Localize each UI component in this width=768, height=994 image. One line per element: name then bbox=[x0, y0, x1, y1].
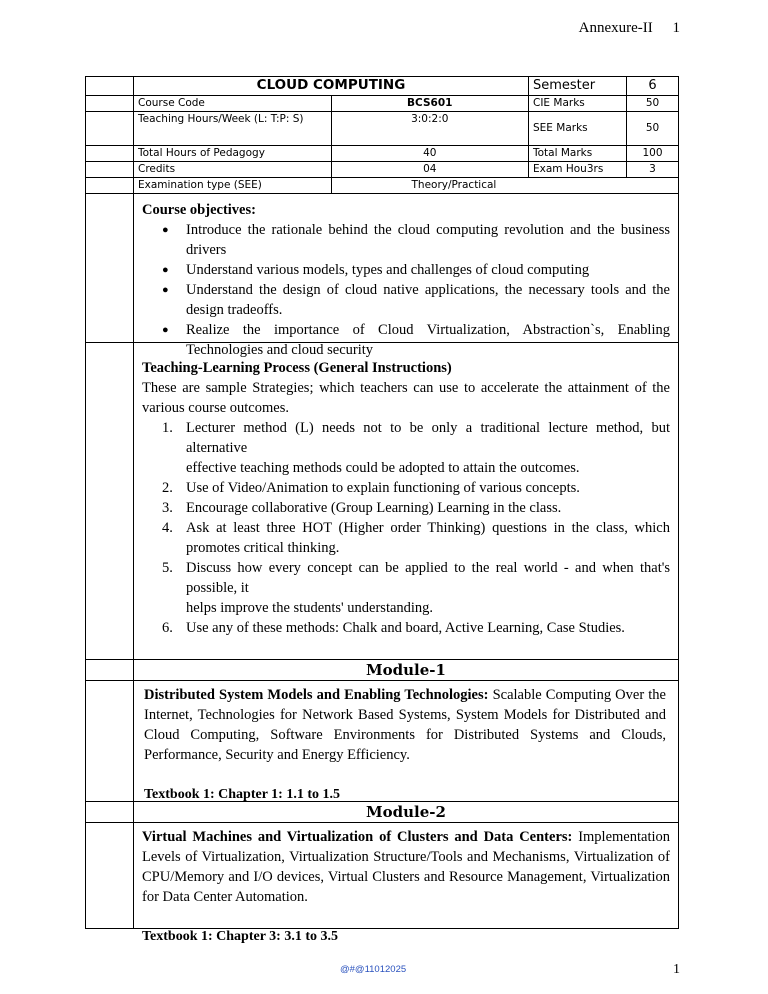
course-title: CLOUD COMPUTING bbox=[134, 77, 529, 96]
objective-item: ● Understand the design of cloud native applications, the necessary tools and the design tradeoffs. bbox=[186, 280, 670, 320]
module-2-content: Virtual Machines and Virtualization of Clusters and Data Centers: Implementation Levels of Virtualization, Virtualization Structure/Tools and Mechanisms, Virtualization of CPU/Memory and I/O devices, Virtual Clusters and Resource Management, Virtualization for Data Center Automation. bbox=[142, 829, 670, 905]
semester-label: Semester bbox=[529, 77, 627, 96]
module-1-title: Module-1 bbox=[366, 661, 446, 679]
semester-value: 6 bbox=[627, 77, 679, 96]
total-hours-label: Total Hours of Pedagogy bbox=[134, 146, 332, 162]
see-marks-label: SEE Marks bbox=[529, 112, 627, 146]
objectives-list bbox=[142, 220, 670, 360]
teaching-item: 1. Lecturer method (L) needs not to be only a traditional lecture method, but alternative effective teaching methods could be adopted to attain the outcomes. bbox=[162, 420, 670, 476]
footer-code: @#@11012025 bbox=[340, 964, 407, 975]
module-2-textbook: Textbook 1: Chapter 3: 3.1 to 3.5 bbox=[142, 929, 339, 944]
course-code-value: BCS601 bbox=[331, 96, 529, 112]
page-header bbox=[579, 20, 680, 37]
see-marks-value: 50 bbox=[627, 112, 679, 146]
total-marks-value: 100 bbox=[627, 146, 679, 162]
course-objectives-section bbox=[85, 194, 679, 358]
teaching-item: 3. Encourage collaborative (Group Learning) Learning in the class. bbox=[162, 500, 562, 516]
objective-item: ● Introduce the rationale behind the cloud computing revolution and the business drivers bbox=[186, 220, 670, 260]
teaching-item: 4. Ask at least three HOT (Higher order Thinking) questions in the class, which promotes critical thinking. bbox=[162, 520, 670, 556]
module-1-section bbox=[85, 681, 679, 802]
teaching-list bbox=[142, 418, 670, 638]
module-1-header bbox=[85, 660, 679, 681]
exam-hours-value: 3 bbox=[627, 162, 679, 178]
footer-page-number: 1 bbox=[673, 962, 680, 977]
module-2-section bbox=[85, 823, 679, 944]
teaching-hours-value: 3:0:2:0 bbox=[331, 112, 529, 146]
total-hours-value: 40 bbox=[331, 146, 529, 162]
credits-label: Credits bbox=[134, 162, 332, 178]
course-code-label: Course Code bbox=[134, 96, 332, 112]
teaching-item: 2. Use of Video/Animation to explain functioning of various concepts. bbox=[162, 480, 580, 496]
teaching-heading: Teaching-Learning Process (General Instructions) bbox=[142, 360, 452, 376]
exam-type-value: Theory/Practical bbox=[331, 178, 679, 194]
teaching-item: 5. Discuss how every concept can be applied to the real world - and when that's possible, it helps improve the students' understanding. bbox=[162, 560, 670, 616]
cie-marks-label: CIE Marks bbox=[529, 96, 627, 112]
teaching-hours-label: Teaching Hours/Week (L: T:P: S) bbox=[134, 112, 332, 146]
teaching-item: 6. Use any of these methods: Chalk and board, Active Learning, Case Studies. bbox=[162, 620, 625, 636]
module-2-title: Module-2 bbox=[366, 803, 446, 821]
objective-item: ● Understand various models, types and challenges of cloud computing bbox=[186, 260, 670, 280]
total-marks-label: Total Marks bbox=[529, 146, 627, 162]
course-info-table bbox=[85, 76, 679, 194]
teaching-learning-section bbox=[85, 343, 679, 660]
objectives-heading: Course objectives: bbox=[142, 202, 256, 218]
module-2-header bbox=[85, 802, 679, 823]
teaching-intro: These are sample Strategies; which teachers can use to accelerate the attainment of the various course outcomes. bbox=[142, 380, 670, 416]
exam-hours-label: Exam Hou3rs bbox=[529, 162, 627, 178]
exam-type-label: Examination type (SEE) bbox=[134, 178, 332, 194]
syllabus-document bbox=[85, 76, 679, 944]
cie-marks-value: 50 bbox=[627, 96, 679, 112]
annexure-label: Annexure-II bbox=[578, 20, 653, 36]
objective-item: ● Realize the importance of Cloud Virtualization, Abstraction`s, Enabling Technologies and cloud security bbox=[186, 320, 670, 360]
header-page-number: 1 bbox=[672, 20, 680, 36]
module-1-textbook: Textbook 1: Chapter 1: 1.1 to 1.5 bbox=[144, 787, 341, 802]
credits-value: 04 bbox=[331, 162, 529, 178]
module-1-content: Distributed System Models and Enabling Technologies: Scalable Computing Over the Internet, Technologies for Network Based Systems, System Models for Distributed and Cloud Computing, Software Environments for Distributed Systems and Clouds, Performance, Security and Energy Efficiency. bbox=[144, 687, 666, 763]
